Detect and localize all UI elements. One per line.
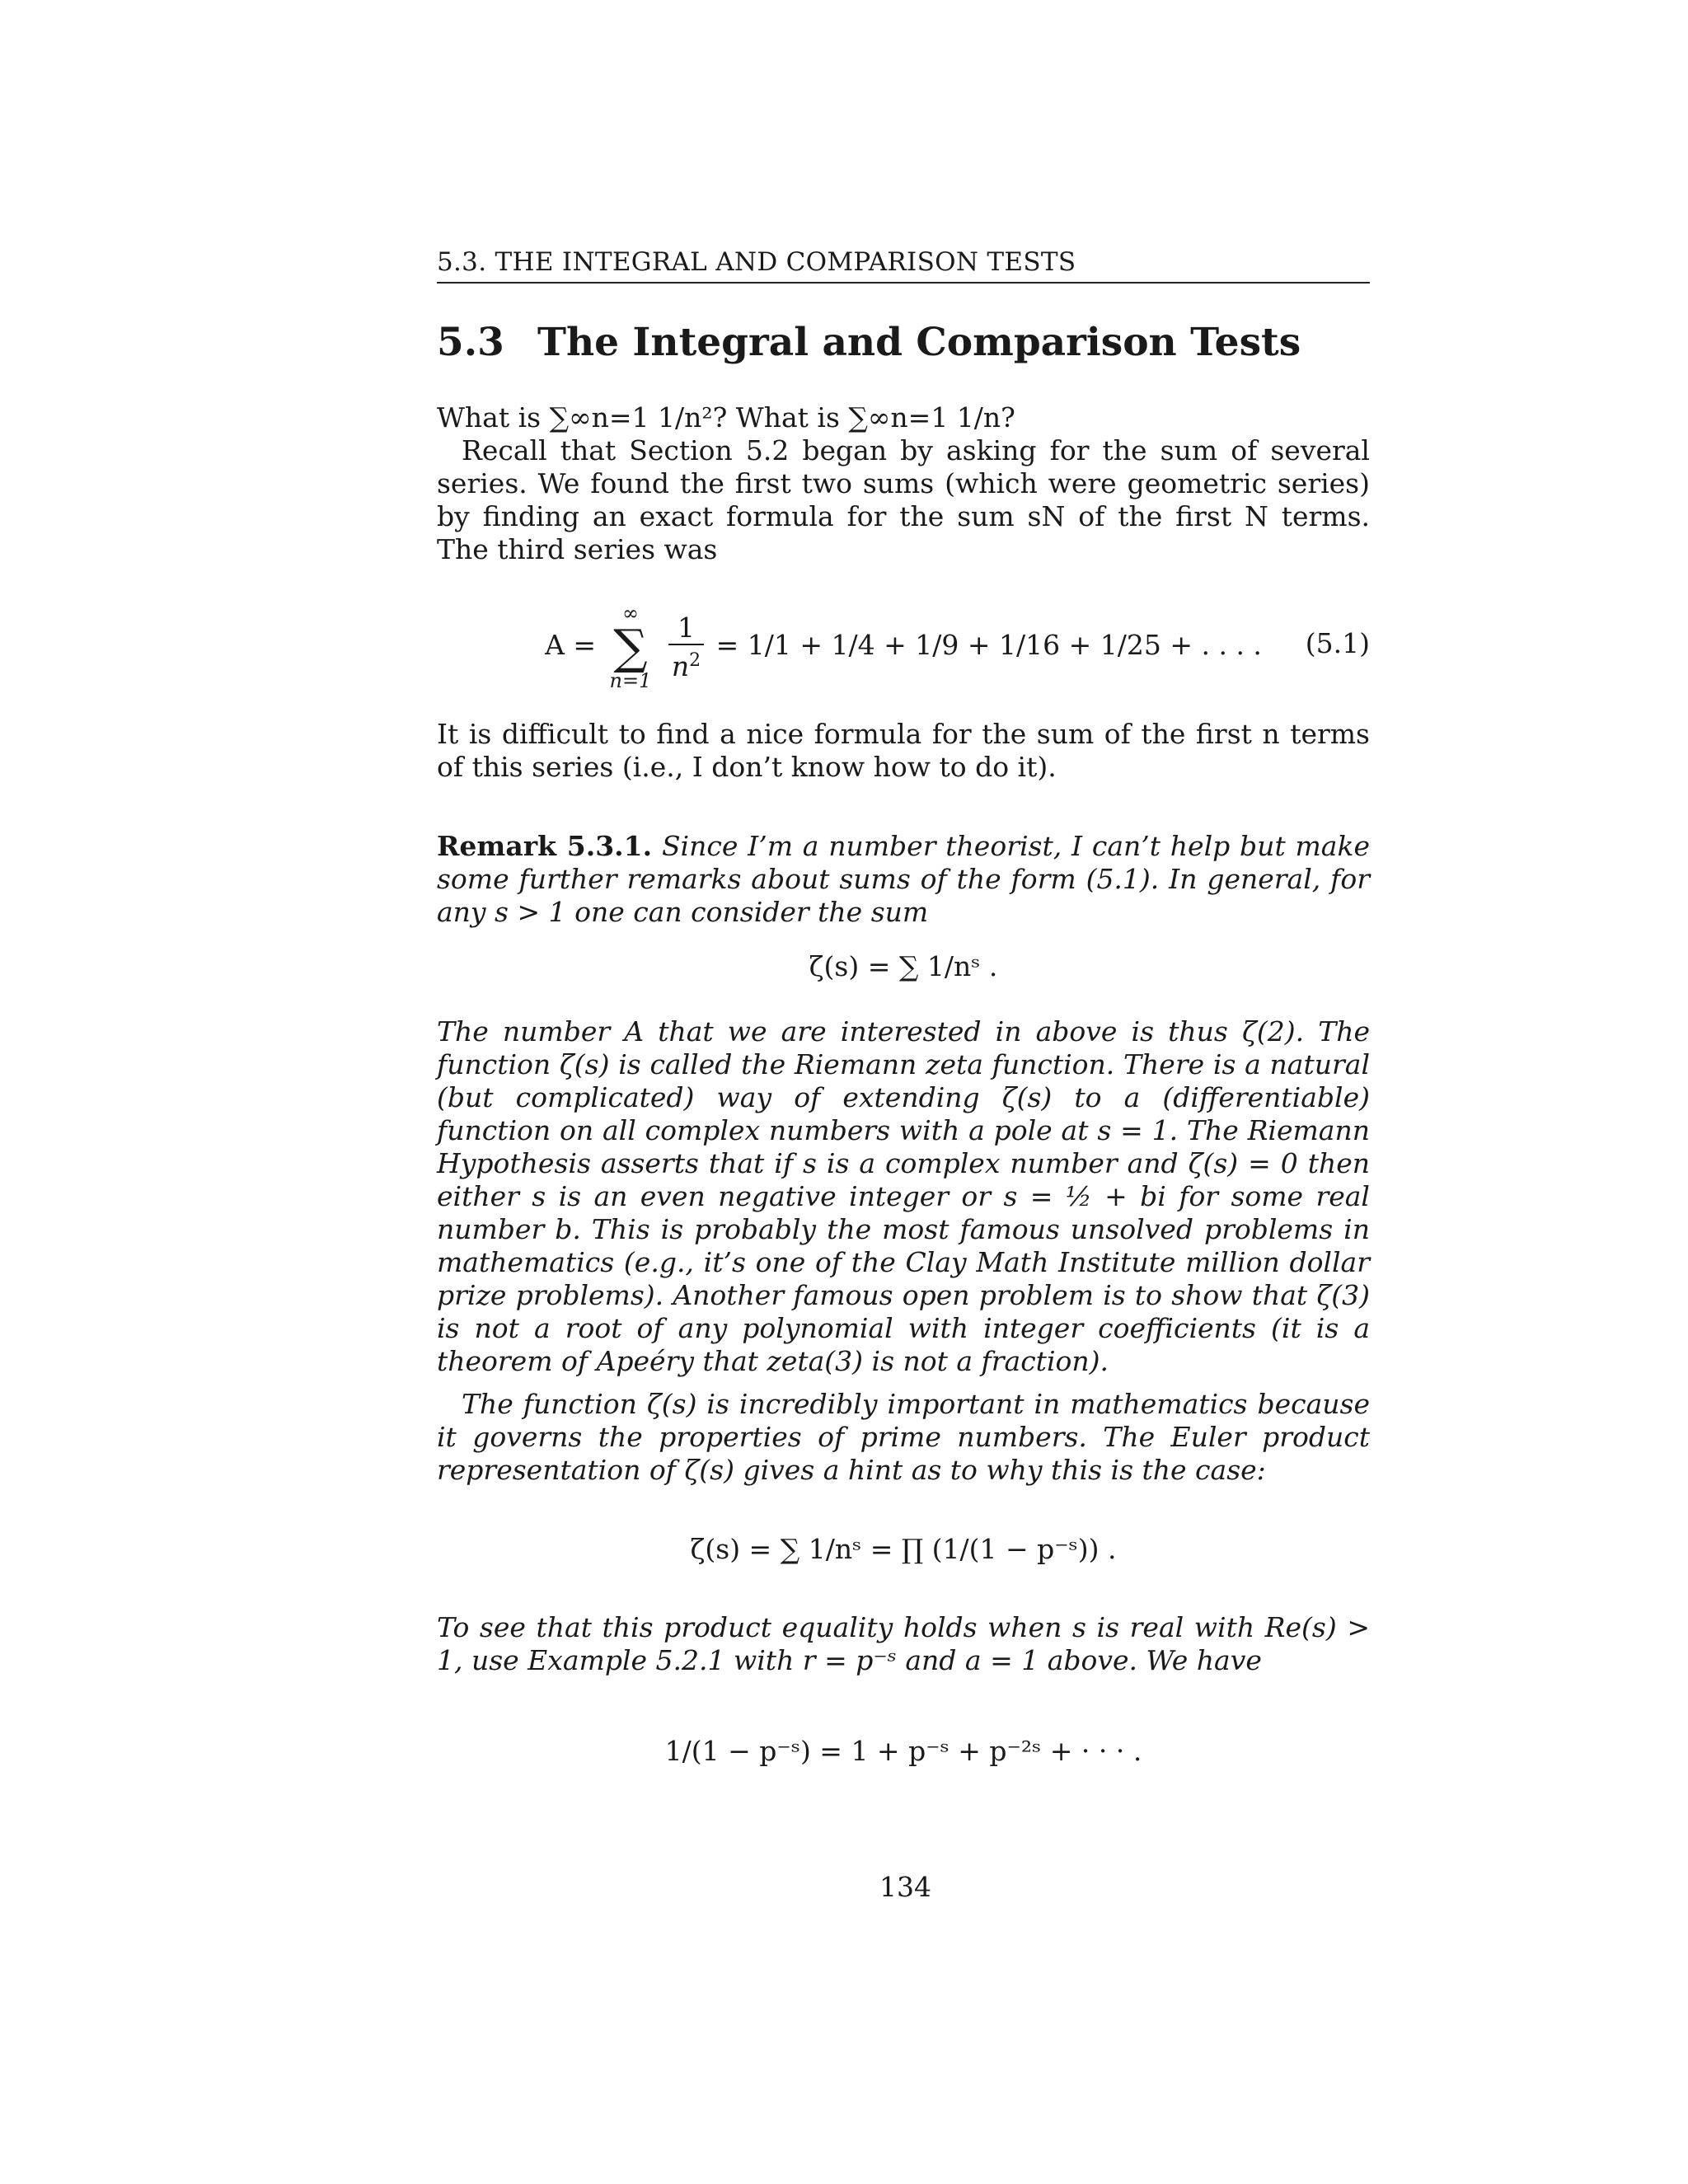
running-head: 5.3. THE INTEGRAL AND COMPARISON TESTS: [437, 247, 1370, 284]
section-heading: [437, 320, 1370, 365]
sum-symbol-icon: ∞ ∑ n=1: [609, 602, 652, 692]
remark-text: Since I’m a number theorist, I can’t help but make some further remarks about sums of the form (5.1). In general, for any s > 1 one can consider the sum: [437, 830, 1370, 928]
section-title: The Integral and Comparison Tests: [537, 320, 1301, 365]
eq1-rhs: = 1/1 + 1/4 + 1/9 + 1/16 + 1/25 + . . . .: [715, 629, 1262, 661]
eq1-lhs: A =: [545, 629, 597, 661]
remark-block: [437, 830, 1370, 929]
remark-label: Remark 5.3.1.: [437, 830, 653, 862]
equation-euler-product: ζ(s) = ∑ 1/nˢ = ∏ (1/(1 − p⁻ˢ)) .: [690, 1533, 1117, 1565]
equation-number: (5.1): [1305, 627, 1370, 659]
equation-geometric: 1/(1 − p⁻ˢ) = 1 + p⁻ˢ + p⁻²ˢ + · · · .: [664, 1735, 1142, 1767]
page-number: 134: [879, 1871, 931, 1903]
paragraph-1: Recall that Section 5.2 began by asking for the sum of several series. We found the first two sums (which were geometric series) by finding an exact formula for the sum sN of the first N terms. The third series was: [437, 434, 1370, 565]
section-number: 5.3: [437, 320, 504, 365]
opening-question: What is ∑∞n=1 1/n²? What is ∑∞n=1 1/n?: [437, 401, 1015, 434]
equation-zeta: ζ(s) = ∑ 1/nˢ .: [809, 950, 998, 982]
paragraph-4: The function ζ(s) is incredibly important in mathematics because it governs the properties of prime numbers. The Euler product representation of ζ(s) gives a hint as to why this is the case:: [437, 1388, 1370, 1486]
paragraph-2: It is difficult to find a nice formula for the sum of the first n terms of this series (i.e., I don’t know how to do it).: [437, 718, 1370, 783]
equation-5-1: [437, 586, 1370, 693]
page-body: [437, 247, 1370, 1767]
paragraph-5: To see that this product equality holds when s is real with Re(s) > 1, use Example 5.2.1 with r = p⁻ˢ and a = 1 above. We have: [437, 1611, 1370, 1676]
paragraph-3: The number A that we are interested in above is thus ζ(2). The function ζ(s) is called the Riemann zeta function. There is a natural (but complicated) way of extending ζ(s) to a (differentiable) function on all complex numbers with a pole at s = 1. The Riemann Hypothesis asserts that if s is a complex number and ζ(s) = 0 then either s is an even negative integer or s = ½ + bi for some real number b. This is probably the most famous unsolved problems in mathematics (e.g., it’s one of the Clay Math Institute million dollar prize problems). Another famous open problem is to show that ζ(3) is not a root of any polynomial with integer coefficients (it is a theorem of Apeéry that zeta(3) is not a fraction).: [437, 1015, 1370, 1377]
eq1-term: $\frac{1}{n^2}$: [668, 612, 704, 682]
